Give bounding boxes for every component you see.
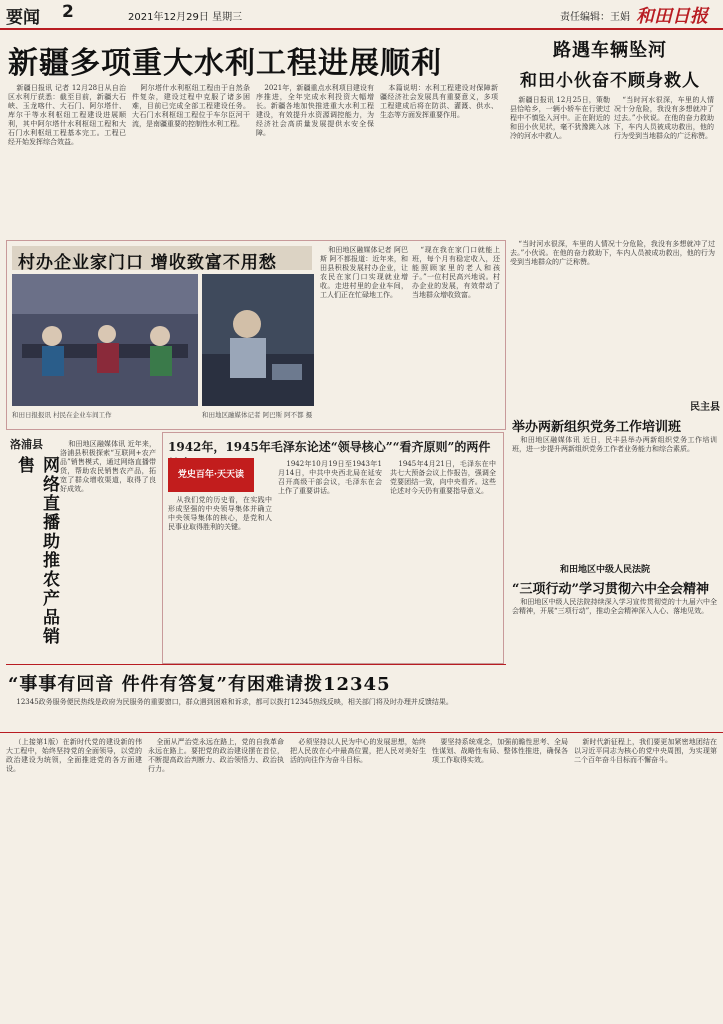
bottom-rule [6, 664, 506, 665]
feature-photo-1-caption: 和田日报报讯 村民在企业车间工作 [12, 411, 112, 419]
hotline-body [8, 698, 506, 726]
masthead-bar [0, 0, 723, 28]
article-text-2: 全面从严治党永远在路上，党的自我革命永远在路上。要把党的政治建设摆在首位，不断提高政治判断力、政治领悟力、政治执行力。 [148, 738, 284, 773]
feature-title: 村办企业家门口 增收致富不用愁 [18, 253, 277, 273]
feature-photo-1 [12, 274, 198, 406]
feature-column-2 [412, 246, 500, 422]
feature-title-band [12, 246, 312, 273]
lead-text-4: 本篇说明：水利工程建设对保障新疆经济社会发展具有重要意义，多项工程建成后将在防洪、灌溉、供水、生态等方面发挥重要作用。 [380, 84, 498, 119]
article-column-2 [148, 738, 284, 1020]
left-vertical-body [60, 440, 156, 655]
lead-text-2: 阿尔塔什水利枢纽工程由于自然条件复杂，建设过程中克服了诸多困难，目前已完成全部工程建设任务。大石门水利枢纽工程位于车尔臣河干流，是南疆重要的控制性水利工程。 [132, 84, 250, 128]
training-body [512, 436, 717, 556]
side-story-column-1 [510, 96, 610, 236]
side-story-text-3: “当时河水很深，车里的人情况十分危险，我没有多想就冲了过去。”小伙说。在他的奋力救助下，车内人员被成功救出，他的行为受到当地群众的广泛称赞。 [510, 240, 715, 266]
lead-column-1 [8, 84, 126, 234]
lower-rule [0, 732, 723, 733]
county-label: 洛浦县 [10, 438, 43, 451]
feature-text-2: “现在我在家门口就能上班，每个月有稳定收入，还能照顾家里的老人和孩子。”一位村民高兴地说。村办企业的发展，有效带动了当地群众增收致富。 [412, 246, 500, 299]
factory-workers-photo [12, 274, 198, 406]
editor-credit: 责任编辑：王娟 [560, 12, 630, 23]
lead-column-4 [380, 84, 498, 234]
paper-logo: 和田日报 [636, 6, 708, 27]
factory-closeup-photo [202, 274, 314, 406]
side-story-column-2 [614, 96, 714, 236]
left-vertical-title: 网络直播助推农产品销售 [14, 456, 59, 646]
left-vertical-text: 和田地区融媒体讯 近年来，洛浦县积极探索“互联网+农产品”销售模式，通过网络直播带货，帮助农民销售农产品，拓宽了群众增收渠道，取得了良好成效。 [60, 440, 156, 493]
side-story-title-1: 路遇车辆坠河 [553, 40, 667, 61]
article-text-3: 必须坚持以人民为中心的发展思想，始终把人民放在心中最高位置，把人民对美好生活的向往作为奋斗目标。 [290, 738, 426, 764]
democracy-county-label: 民主县 [690, 402, 720, 413]
side-story-text-2: “当时河水很深，车里的人情况十分危险，我没有多想就冲了过去。”小伙说。在他的奋力救助下，车内人员被成功救出，他的行为受到当地群众的广泛称赞。 [614, 96, 714, 140]
article-column-5 [574, 738, 717, 1020]
lead-text-1: 新疆日报讯 记者 12月28日从自治区水利厅获悉：截至目前，新疆大石峡、玉龙喀什、大石门、阿尔塔什、库尔干等水利枢纽工程建设进展顺利，其中阿尔塔什水利枢纽工程和大石门水利枢纽工程基本完工。工程已经开始发挥综合效益。 [8, 84, 126, 146]
issue-date: 2021年12月29日 星期三 [128, 12, 243, 23]
feature-photo-2-caption: 和田地区融媒体记者 阿巴斯 阿不都 摄 [202, 411, 313, 419]
side-story-text-1: 新疆日报讯 12月25日，策勒县恰哈乡，一辆小轿车在行驶过程中不慎坠入河中。正在附近的和田小伙见状，毫不犹豫跳入冰冷的河水中救人。 [510, 96, 610, 140]
history-column-2 [278, 460, 382, 656]
history-text-2: 1942年10月19日至1943年1月14日，中共中央西北局在延安召开高级干部会议，毛泽东在会上作了重要讲话。 [278, 460, 382, 495]
feature-column-1 [320, 246, 408, 422]
history-text-1: 从我们党的历史看，在实践中形成坚强的中央领导集体并确立中央领导集体的核心，是党和人民事业取得胜利的关键。 [168, 496, 272, 531]
side-story-continued [510, 240, 715, 390]
history-badge: 党史百年·天天读 [168, 458, 254, 492]
side-story-title-2: 和田小伙奋不顾身救人 [520, 71, 700, 91]
feature-photo-2 [202, 274, 314, 406]
training-text: 和田地区融媒体讯 近日，民丰县举办两新组织党务工作培训班，进一步提升两新组织党务工作者业务能力和综合素质。 [512, 436, 717, 453]
history-column-3 [390, 460, 496, 656]
article-text-1: （上接第1版）在新时代党的建设新的伟大工程中，始终坚持党的全面领导，以党的政治建设为统领，全面推进党的各方面建设。 [6, 738, 142, 773]
article-column-1 [6, 738, 142, 1020]
article-text-4: 要坚持系统观念，加强前瞻性思考、全局性谋划、战略性布局、整体性推进，确保各项工作取得实效。 [432, 738, 568, 764]
article-column-3 [290, 738, 426, 1020]
lead-text-3: 2021年，新疆重点水利项目建设有序推进，全年完成水利投资大幅增长。新疆各地加快推进重大水利工程建设，有效提升水资源调控能力，为经济社会高质量发展提供水安全保障。 [256, 84, 374, 137]
hotline-text: 12345政务服务便民热线是政府为民服务的重要窗口，群众遇到困难和诉求，都可以拨打12345热线反映，相关部门将及时办理并反馈结果。 [16, 698, 453, 706]
lead-column-3 [256, 84, 374, 234]
header-rule [0, 28, 723, 30]
history-column-1 [168, 496, 272, 656]
training-title: 举办两新组织党务工作培训班 [512, 420, 682, 435]
three-actions-title: “三项行动”学习贯彻六中全会精神 [512, 582, 709, 597]
history-text-3: 1945年4月21日，毛泽东在中共七大预备会议上作报告，强调全党要团结一致，向中央看齐。这些论述对今天仍有重要指导意义。 [390, 460, 496, 495]
side-story-header [505, 36, 715, 91]
article-text-5: 新时代新征程上，我们要更加紧密地团结在以习近平同志为核心的党中央周围，为实现第二个百年奋斗目标而不懈奋斗。 [574, 738, 717, 764]
section-name: 要闻 [6, 8, 40, 28]
three-actions-body [512, 598, 717, 718]
lead-column-2 [132, 84, 250, 234]
court-source: 和田地区中级人民法院 [560, 565, 651, 575]
article-column-4 [432, 738, 568, 1020]
feature-text-1: 和田地区融媒体记者 阿巴斯 阿不都报道：近年来，和田县积极发展村办企业，让农民在家门口实现就业增收。走进村里的企业车间，工人们正在忙碌地工作。 [320, 246, 408, 299]
history-title: 1942年，1945年毛泽东论述“领导核心”“看齐原则”的两件 [168, 440, 491, 454]
lead-headline: 新疆多项重大水利工程进展顺利 [8, 46, 442, 81]
hotline-headline: “事事有回音 件件有答复”有困难请拨12345 [8, 674, 391, 695]
three-actions-text: 和田地区中级人民法院持续深入学习宣传贯彻党的十九届六中全会精神，开展“三项行动”，推动全会精神深入人心、落地见效。 [512, 598, 717, 615]
page-number: 2 [62, 2, 74, 22]
